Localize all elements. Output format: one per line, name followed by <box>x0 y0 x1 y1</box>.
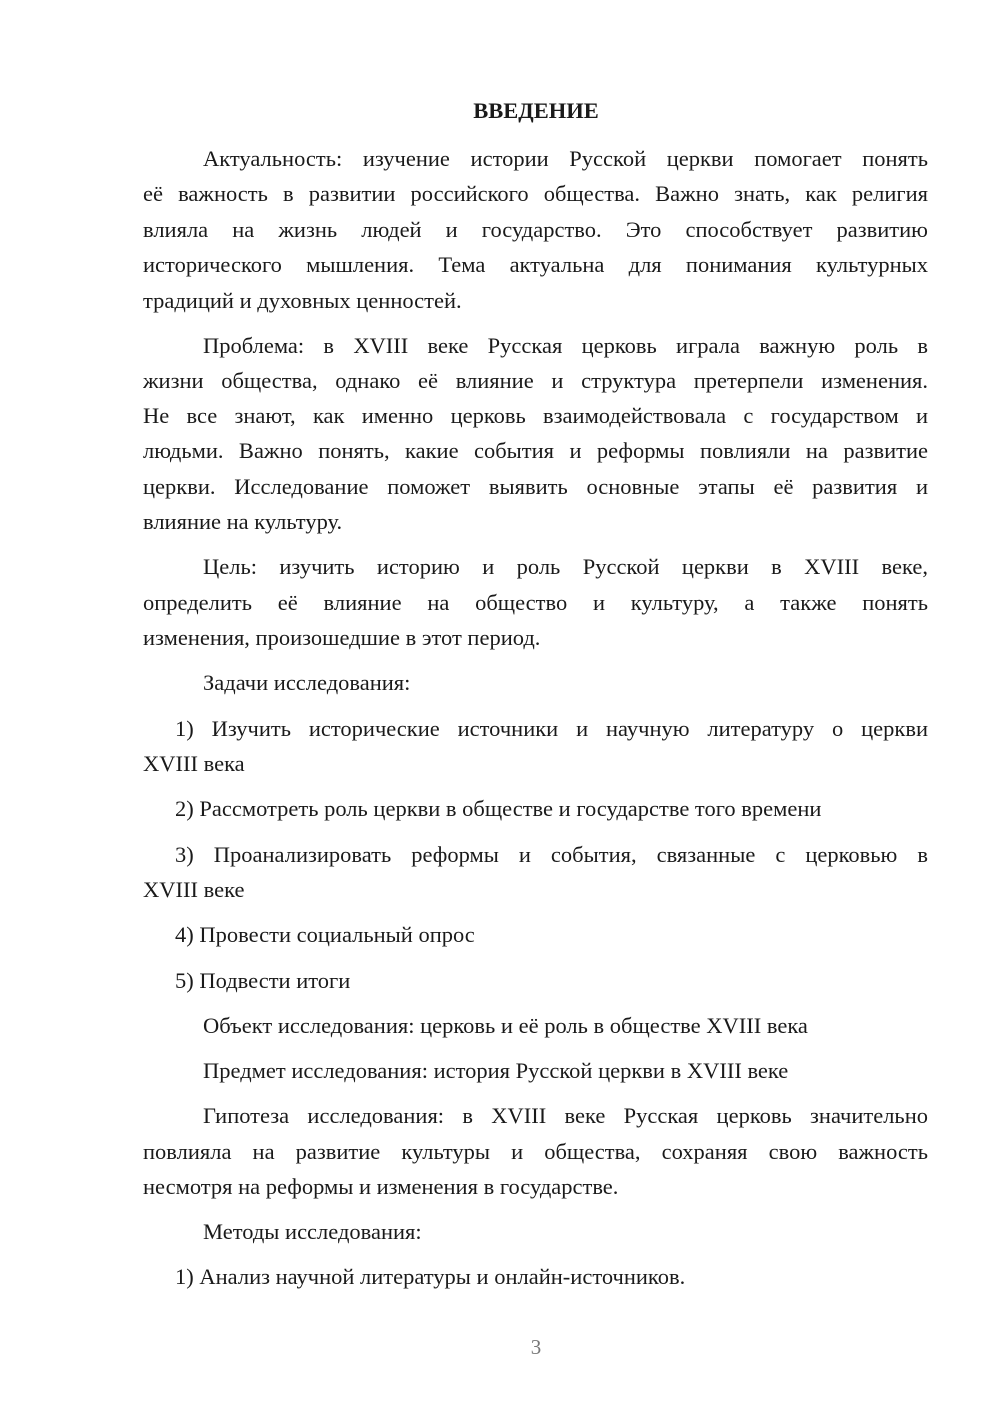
text-line: Актуальность: изучение истории Русской церкви помогает понять <box>203 146 928 171</box>
text-line: повлияла на развитие культуры и общества, сохраняя свою важность <box>143 1139 928 1164</box>
text-line: Объект исследования: церковь и её роль в обществе XVIII века <box>203 1013 808 1038</box>
text-line: Проблема: в XVIII веке Русская церковь играла важную роль в <box>203 333 928 358</box>
text-line: 2) Рассмотреть роль церкви в обществе и государстве того времени <box>175 796 822 821</box>
text-line: XVIII века <box>143 751 245 776</box>
text-line: жизни общества, однако её влияние и структура претерпели изменения. <box>143 368 928 393</box>
text-line: Гипотеза исследования: в XVIII веке Русская церковь значительно <box>203 1103 928 1128</box>
text-line: Методы исследования: <box>203 1219 422 1244</box>
text-line: 1) Изучить исторические источники и научную литературу о церкви <box>175 716 928 741</box>
text-line: Цель: изучить историю и роль Русской церкви в XVIII веке, <box>203 554 928 579</box>
text-line: 1) Анализ научной литературы и онлайн-источников. <box>175 1264 686 1289</box>
page-title: ВВЕДЕНИЕ <box>473 98 599 123</box>
text-line: определить её влияние на общество и культуру, а также понять <box>143 590 928 615</box>
text-line: 4) Провести социальный опрос <box>175 922 475 947</box>
text-line: влияние на культуру. <box>143 509 343 534</box>
text-line: Предмет исследования: история Русской церкви в XVIII веке <box>203 1058 789 1083</box>
text-line: исторического мышления. Тема актуальна для понимания культурных <box>143 252 928 277</box>
text-line: Задачи исследования: <box>203 670 411 695</box>
text-line: несмотря на реформы и изменения в государстве. <box>143 1174 619 1199</box>
text-line: 5) Подвести итоги <box>175 968 351 993</box>
page-number: 3 <box>530 1335 542 1359</box>
text-line: XVIII веке <box>143 877 245 902</box>
text-line: влияла на жизнь людей и государство. Это способствует развитию <box>143 217 928 242</box>
text-line: её важность в развитии российского общества. Важно знать, как религия <box>143 181 928 206</box>
text-line: 3) Проанализировать реформы и события, связанные с церковью в <box>175 842 928 867</box>
text-line: людьми. Важно понять, какие события и реформы повлияли на развитие <box>143 438 928 463</box>
text-line: изменения, произошедшие в этот период. <box>143 625 541 650</box>
text-line: Не все знают, как именно церковь взаимодействовала с государством и <box>143 403 928 428</box>
text-line: церкви. Исследование поможет выявить основные этапы её развития и <box>143 474 928 499</box>
text-line: традиций и духовных ценностей. <box>143 288 462 313</box>
